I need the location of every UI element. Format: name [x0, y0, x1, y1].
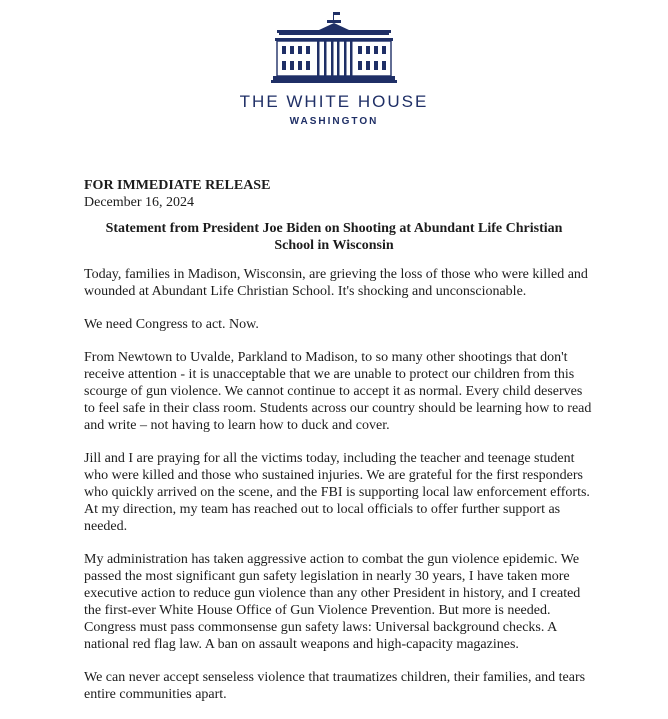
body-paragraph: My administration has taken aggressive action to combat the gun violence epidemic. We passed the most significant gun safety legislation in nearly 30 years, I have taken more executive action to reduce gun violence than any other President in history, and I created the first-ever White House Office of Gun Violence Prevention. But more is needed. Congress must pass commonsense gun safety laws: Universal background checks. A national red flag law. A ban on assault weapons and high-capacity magazines.	[84, 552, 581, 652]
letterhead-logo	[0, 12, 668, 84]
body-paragraph: Jill and I are praying for all the victims today, including the teacher and teenage student who were killed and those who sustained injuries. We are grateful for the first responders who quickly arrived on the scene, and the FBI is supporting local law enforcement efforts. At my direction, my team has reached out to local officials to offer further support as needed.	[84, 451, 590, 534]
body-paragraph: We need Congress to act. Now.	[84, 317, 259, 332]
body-paragraph: We can never accept senseless violence that traumatizes children, their families, and tears entire communities apart.	[84, 670, 586, 702]
letterhead-org-name: THE WHITE HOUSE	[239, 92, 429, 111]
white-house-building-icon	[269, 12, 399, 84]
statement-title: Statement from President Joe Biden on Shooting at Abundant Life Christian School in Wisconsin	[105, 221, 563, 253]
statement-body	[84, 266, 596, 719]
release-date: December 16, 2024	[84, 195, 195, 210]
release-label: FOR IMMEDIATE RELEASE	[84, 178, 271, 193]
body-paragraph: From Newtown to Uvalde, Parkland to Madison, to so many other shootings that don't receive attention - it is unacceptable that we are unable to protect our children from this scourge of gun violence. We cannot continue to accept it as normal. Every child deserves to feel safe in their class room. Students across our country should be learning how to read and write – not having to learn how to duck and cover.	[84, 350, 592, 433]
letterhead-org-sub: WASHINGTON	[289, 116, 379, 127]
body-paragraph: Today, families in Madison, Wisconsin, are grieving the loss of those who were killed and wounded at Abundant Life Christian School. It's shocking and unconscionable.	[84, 267, 588, 299]
